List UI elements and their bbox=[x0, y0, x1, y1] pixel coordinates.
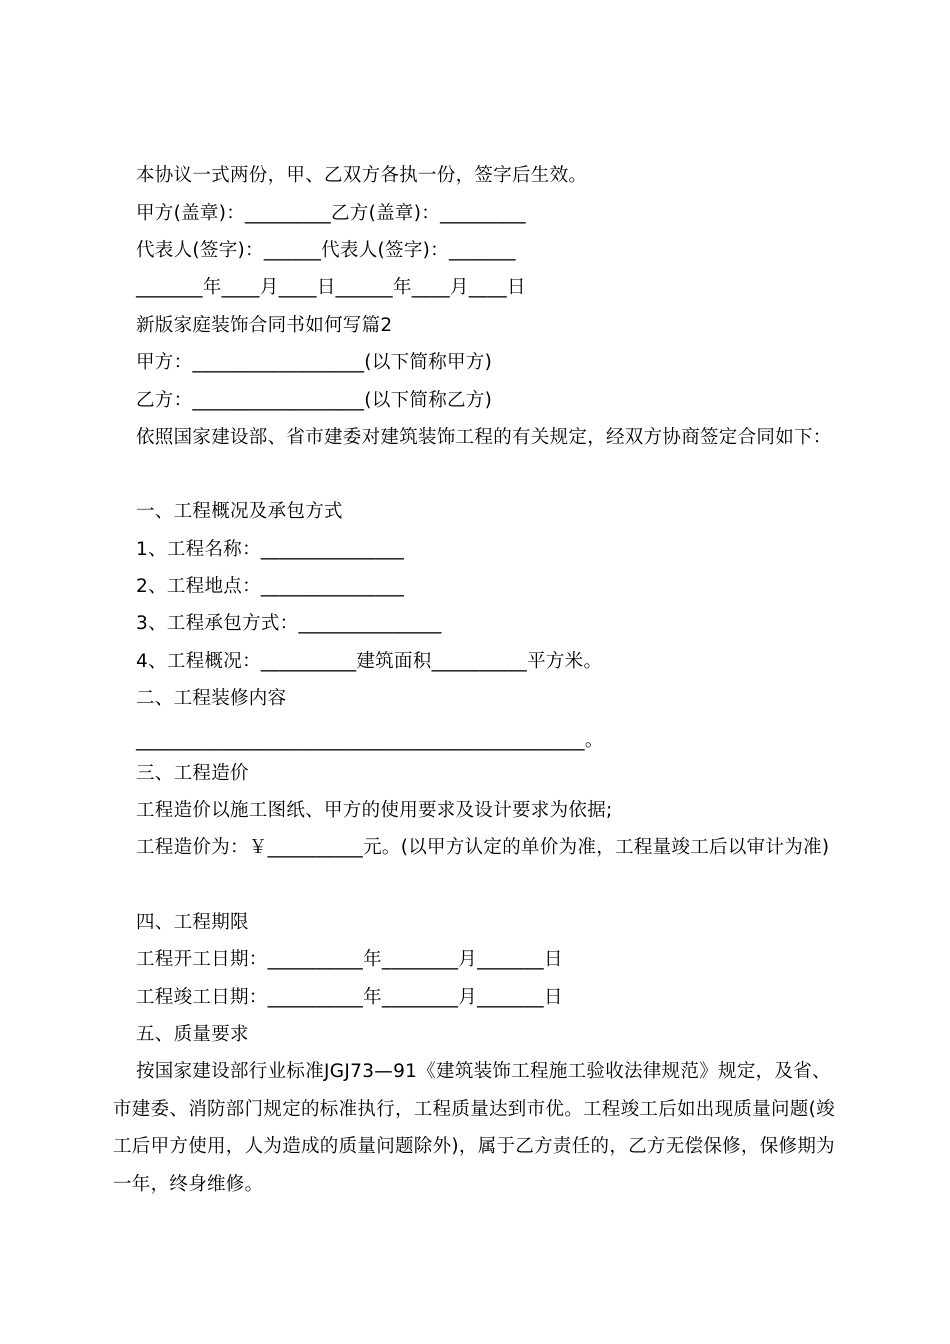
agreement-copies-line: 本协议一式两份，甲、乙双方各执一份，签字后生效。 bbox=[136, 165, 588, 186]
heading-overview: 一、工程概况及承包方式 bbox=[136, 501, 343, 522]
quality-paragraph: 按国家建设部行业标准JGJ73—91《建筑装饰工程施工验收法律规范》规定，及省、市建委、消防部门规定的标准执行，工程质量达到市优。工程竣工后如出现质量问题(竣工后甲方使用，人为造成的质量问题除外)，属于乙方责任的，乙方无偿保修，保修期为一年，终身维修。 bbox=[113, 1061, 835, 1195]
cost-basis-line: 工程造价以施工图纸、甲方的使用要求及设计要求为依据; bbox=[136, 800, 613, 821]
intro-line: 依照国家建设部、省市建委对建筑装饰工程的有关规定，经双方协商签定合同如下： bbox=[136, 427, 832, 448]
start-date-line: 工程开工日期：__________年________月_______日 bbox=[136, 949, 563, 970]
section-title: 新版家庭装饰合同书如何写篇2 bbox=[136, 315, 393, 336]
party-b-line: 乙方：__________________(以下简称乙方) bbox=[136, 390, 493, 411]
seal-line: 甲方(盖章)：_________乙方(盖章)：_________ bbox=[136, 203, 526, 224]
project-name-line: 1、工程名称：_______________ bbox=[136, 539, 405, 560]
representative-line: 代表人(签字)：______代表人(签字)：_______ bbox=[136, 240, 516, 261]
date-line: _______年____月____日______年____月____日 bbox=[136, 277, 526, 298]
heading-decoration: 二、工程装修内容 bbox=[136, 688, 287, 709]
price-paragraph: 工程造价为：￥__________元。(以甲方认定的单价为准，工程量竣工后以审计为准) bbox=[136, 837, 830, 858]
heading-period: 四、工程期限 bbox=[136, 912, 249, 933]
contract-method-line: 3、工程承包方式：_______________ bbox=[136, 613, 442, 634]
project-overview-line: 4、工程概况：__________建筑面积__________平方米。 bbox=[136, 651, 603, 672]
party-a-line: 甲方：__________________(以下简称甲方) bbox=[136, 352, 493, 373]
heading-cost: 三、工程造价 bbox=[136, 763, 249, 784]
project-location-line: 2、工程地点：_______________ bbox=[136, 576, 405, 597]
completion-date-line: 工程竣工日期：__________年________月_______日 bbox=[136, 987, 563, 1008]
decoration-content-blank: _______________________________________________。 bbox=[136, 730, 604, 751]
heading-quality: 五、质量要求 bbox=[136, 1024, 249, 1045]
